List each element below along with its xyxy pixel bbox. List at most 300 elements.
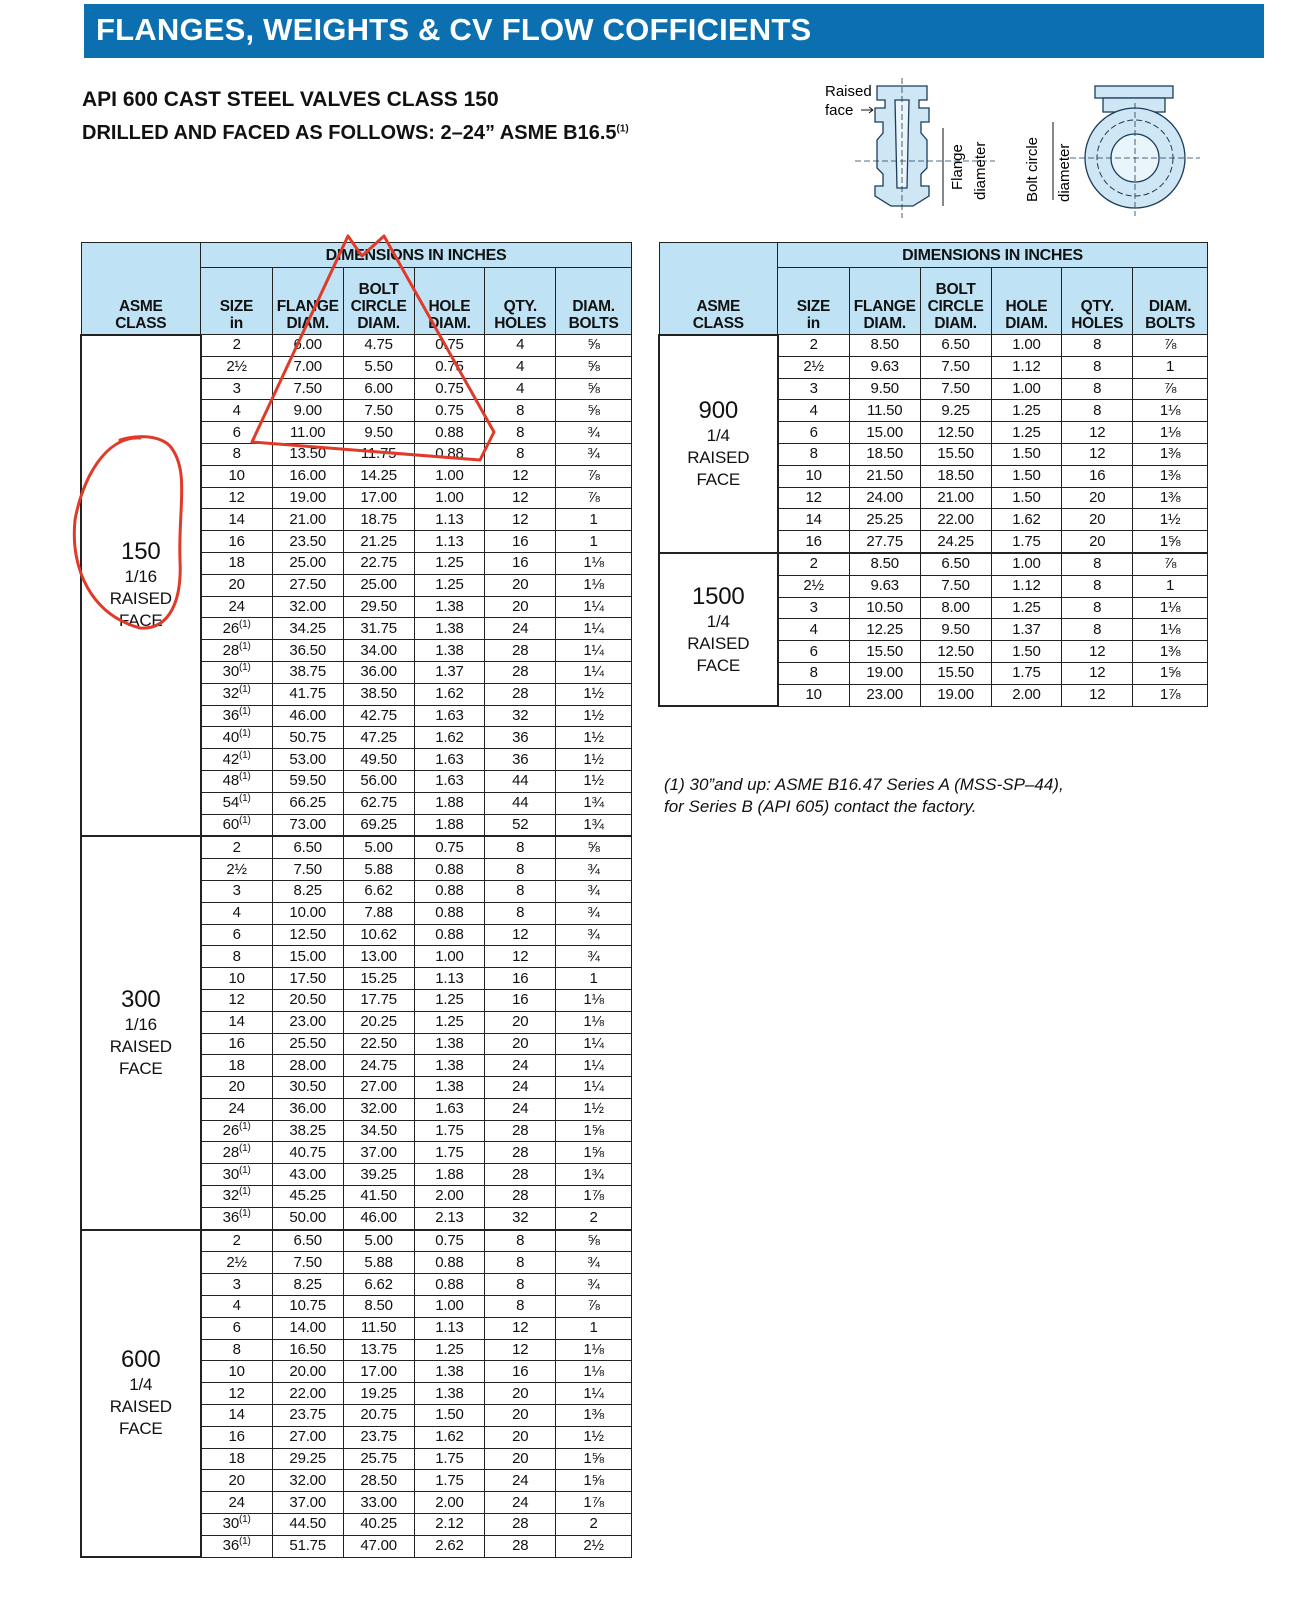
diam-bolts-cell: 1⅛ — [1133, 597, 1208, 619]
diam-bolts-cell: 1⅛ — [1133, 619, 1208, 641]
hole-diam-cell: 1.25 — [991, 422, 1062, 444]
hole-diam-cell: 0.88 — [414, 902, 485, 924]
diam-bolts-cell: ⅝ — [556, 836, 632, 858]
qty-holes-cell: 20 — [485, 1033, 556, 1055]
hole-diam-cell: 1.75 — [414, 1120, 485, 1142]
diam-bolts-cell: 2½ — [556, 1535, 632, 1557]
flange-diam-cell: 18.50 — [849, 443, 920, 465]
diam-bolts-cell: 1¾ — [556, 814, 632, 836]
flange-diam-cell: 8.25 — [272, 1274, 343, 1296]
dimensions-header: DIMENSIONS IN INCHES — [778, 243, 1208, 268]
size-cell: 8 — [201, 443, 273, 465]
size-cell: 12 — [201, 989, 273, 1011]
size-cell: 2 — [201, 836, 273, 858]
dimensions-table-right — [658, 242, 1208, 707]
size-cell: 60$^{(1)}$ — [201, 814, 273, 836]
bolt-circle-cell: 14.25 — [343, 465, 414, 487]
diam-bolts-cell: ¾ — [556, 880, 632, 902]
bolt-circle-cell: 29.50 — [343, 596, 414, 618]
hole-diam-cell: 1.13 — [414, 531, 485, 553]
flange-diam-cell: 41.75 — [272, 683, 343, 705]
flange-diam-cell: 59.50 — [272, 770, 343, 792]
size-cell: 2 — [201, 1230, 273, 1252]
qty-holes-cell: 12 — [1062, 443, 1133, 465]
qty-holes-cell: 16 — [1062, 465, 1133, 487]
diam-bolts-cell: 1⅝ — [1133, 662, 1208, 684]
hole-diam-cell: 1.75 — [414, 1448, 485, 1470]
bolt-circle-cell: 6.50 — [920, 335, 991, 357]
flange-diam-cell: 11.50 — [849, 400, 920, 422]
diam-bolts-cell: 1⅛ — [556, 552, 632, 574]
hole-diam-cell: 0.88 — [414, 443, 485, 465]
flange-diam-cell: 17.50 — [272, 968, 343, 990]
qty-holes-cell: 12 — [485, 1317, 556, 1339]
flange-diam-cell: 51.75 — [272, 1535, 343, 1557]
size-cell: 12 — [201, 1383, 273, 1405]
qty-holes-cell: 20 — [1062, 531, 1133, 553]
hole-diam-cell: 1.38 — [414, 640, 485, 662]
size-cell: 36$^{(1)}$ — [201, 1535, 273, 1557]
bolt-circle-cell: 6.62 — [343, 1274, 414, 1296]
flange-diam-cell: 6.50 — [272, 836, 343, 858]
diam-bolts-cell: 1⅜ — [1133, 465, 1208, 487]
qty-holes-cell: 28 — [485, 1120, 556, 1142]
flange-diam-cell: 7.00 — [272, 356, 343, 378]
bolt-circle-cell: 7.50 — [920, 575, 991, 597]
flange-diam-cell: 36.00 — [272, 1098, 343, 1120]
diam-bolts-cell: 1⅛ — [1133, 400, 1208, 422]
bolt-circle-cell: 11.75 — [343, 443, 414, 465]
bolt-circle-cell: 41.50 — [343, 1186, 414, 1208]
size-cell: 2 — [201, 335, 273, 357]
hole-diam-cell: 0.88 — [414, 1274, 485, 1296]
qty-holes-cell: 20 — [1062, 487, 1133, 509]
diam-bolts-cell: ¾ — [556, 1274, 632, 1296]
size-cell: 10 — [778, 684, 850, 706]
bolt-circle-cell: 12.50 — [920, 641, 991, 663]
size-cell: 6 — [201, 422, 273, 444]
size-cell: 26$^{(1)}$ — [201, 618, 273, 640]
size-cell: 12 — [778, 487, 850, 509]
diam-bolts-cell: 1⅞ — [1133, 684, 1208, 706]
subtitle-footnote-ref: (1) — [616, 123, 629, 135]
bolt-circle-cell: 20.75 — [343, 1405, 414, 1427]
flange-diam-cell: 43.00 — [272, 1164, 343, 1186]
size-cell: 18 — [201, 1448, 273, 1470]
footnote-ref: (1) — [238, 1121, 251, 1133]
face-label-2: FACE — [696, 469, 741, 489]
hole-diam-cell: 1.25 — [414, 989, 485, 1011]
flange-diam-cell: 50.00 — [272, 1207, 343, 1229]
size-cell: 10 — [778, 465, 850, 487]
size-cell: 4 — [201, 902, 273, 924]
qty-holes-cell: 8 — [1062, 378, 1133, 400]
qty-holes-cell: 16 — [485, 531, 556, 553]
size-cell: 20 — [201, 1077, 273, 1099]
qty-holes-cell: 24 — [485, 1492, 556, 1514]
size-cell: 18 — [201, 1055, 273, 1077]
bolt-circle-cell: 8.50 — [343, 1296, 414, 1318]
size-cell: 30$^{(1)}$ — [201, 661, 273, 683]
flange-diam-cell: 15.00 — [849, 422, 920, 444]
diam-bolts-cell: 2 — [556, 1207, 632, 1229]
table-row — [81, 335, 632, 357]
diam-bolts-header: DIAM. BOLTS — [556, 268, 632, 335]
bolt-circle-cell: 36.00 — [343, 661, 414, 683]
flange-diam-cell: 9.00 — [272, 400, 343, 422]
qty-holes-cell: 24 — [485, 618, 556, 640]
bolt-circle-cell: 49.50 — [343, 749, 414, 771]
bolt-circle-cell: 15.25 — [343, 968, 414, 990]
qty-holes-cell: 44 — [485, 770, 556, 792]
hole-diam-cell: 1.75 — [414, 1470, 485, 1492]
size-cell: 6 — [778, 641, 850, 663]
footnote-ref: (1) — [238, 727, 251, 739]
diam-bolts-cell: ⅝ — [556, 400, 632, 422]
diam-bolts-cell: 1⅞ — [556, 1186, 632, 1208]
hole-diam-cell: 1.00 — [414, 1296, 485, 1318]
size-cell: 6 — [201, 1317, 273, 1339]
footnote-ref: (1) — [238, 771, 251, 783]
bolt-circle-cell: 5.88 — [343, 859, 414, 881]
diam-bolts-cell: 1½ — [556, 705, 632, 727]
bolt-circle-cell: 19.25 — [343, 1383, 414, 1405]
qty-holes-cell: 44 — [485, 792, 556, 814]
qty-holes-cell: 12 — [485, 465, 556, 487]
bolt-circle-cell: 22.75 — [343, 552, 414, 574]
hole-diam-cell: 1.50 — [991, 443, 1062, 465]
hole-diam-cell: 2.00 — [991, 684, 1062, 706]
hole-diam-cell: 1.88 — [414, 792, 485, 814]
bolt-circle-cell: 7.88 — [343, 902, 414, 924]
hole-diam-cell: 1.88 — [414, 814, 485, 836]
diam-bolts-cell: 1 — [556, 968, 632, 990]
size-cell: 2½ — [201, 356, 273, 378]
size-cell: 3 — [201, 1274, 273, 1296]
flange-diam-cell: 40.75 — [272, 1142, 343, 1164]
flange-diam-cell: 32.00 — [272, 596, 343, 618]
hole-diam-header: HOLE DIAM. — [991, 268, 1062, 335]
size-cell: 2 — [778, 335, 850, 357]
qty-holes-cell: 20 — [485, 1426, 556, 1448]
size-header: SIZE in — [778, 268, 850, 335]
diam-bolts-cell: 1½ — [556, 683, 632, 705]
diam-bolts-cell: 1 — [556, 509, 632, 531]
qty-holes-cell: 32 — [485, 1207, 556, 1229]
qty-holes-cell: 28 — [485, 1142, 556, 1164]
qty-holes-cell: 8 — [1062, 553, 1133, 575]
page-title: FLANGES, WEIGHTS & CV FLOW COFFICIENTS — [96, 12, 812, 47]
diam-bolts-cell: 1½ — [556, 1426, 632, 1448]
hole-diam-cell: 1.38 — [414, 618, 485, 640]
footnote-ref: (1) — [238, 684, 251, 696]
hole-diam-cell: 1.13 — [414, 509, 485, 531]
face-label: RAISED — [109, 1037, 172, 1056]
diam-bolts-cell: 1¼ — [556, 1055, 632, 1077]
flange-diam-cell: 15.50 — [849, 641, 920, 663]
subtitle-valves: API 600 CAST STEEL VALVES CLASS 150 — [82, 88, 499, 111]
flange-diam-cell: 9.63 — [849, 575, 920, 597]
qty-holes-cell: 36 — [485, 727, 556, 749]
bolt-circle-cell: 17.75 — [343, 989, 414, 1011]
hole-diam-cell: 0.75 — [414, 400, 485, 422]
footnote-ref: (1) — [238, 1208, 251, 1220]
hole-diam-cell: 1.00 — [991, 553, 1062, 575]
hole-diam-cell: 1.63 — [414, 749, 485, 771]
diam-bolts-cell: 1⅝ — [556, 1120, 632, 1142]
class-number: 1500 — [691, 582, 745, 610]
bolt-circle-cell: 24.75 — [343, 1055, 414, 1077]
flange-diam-cell: 50.75 — [272, 727, 343, 749]
hole-diam-cell: 1.25 — [414, 552, 485, 574]
class-number: 900 — [698, 396, 738, 424]
flange-diam-cell: 24.00 — [849, 487, 920, 509]
hole-diam-cell: 1.75 — [991, 531, 1062, 553]
diam-bolts-cell: 1¾ — [556, 1164, 632, 1186]
footnote-ref: (1) — [238, 618, 251, 630]
hole-diam-cell: 1.13 — [414, 968, 485, 990]
flange-diam-cell: 8.50 — [849, 335, 920, 357]
diam-bolts-cell: 1¾ — [556, 792, 632, 814]
asme-class-cell — [81, 1230, 201, 1557]
hole-diam-cell: 0.88 — [414, 880, 485, 902]
qty-holes-cell: 12 — [1062, 422, 1133, 444]
flange-diam-cell: 27.75 — [849, 531, 920, 553]
bolt-circle-cell: 9.50 — [343, 422, 414, 444]
hole-diam-cell: 1.25 — [414, 574, 485, 596]
asme-class-cell — [659, 335, 778, 553]
bolt-circle-cell: 13.00 — [343, 946, 414, 968]
flange-diam-cell: 22.00 — [272, 1383, 343, 1405]
diam-bolts-cell: 1⅜ — [1133, 641, 1208, 663]
diam-bolts-cell: 1⅞ — [556, 1492, 632, 1514]
hole-diam-cell: 1.38 — [414, 1033, 485, 1055]
size-cell: 40$^{(1)}$ — [201, 727, 273, 749]
size-cell: 6 — [778, 422, 850, 444]
size-cell: 14 — [201, 1405, 273, 1427]
bolt-circle-cell: 37.00 — [343, 1142, 414, 1164]
bolt-circle-cell: 15.50 — [920, 443, 991, 465]
qty-holes-cell: 12 — [485, 1339, 556, 1361]
qty-holes-cell: 28 — [485, 1535, 556, 1557]
diam-bolts-cell: 1¼ — [556, 618, 632, 640]
table-row — [659, 335, 1208, 357]
flange-diam-cell: 21.00 — [272, 509, 343, 531]
bolt-circle-cell: 5.00 — [343, 1230, 414, 1252]
diam-bolts-cell: ⅞ — [1133, 378, 1208, 400]
size-cell: 8 — [778, 443, 850, 465]
qty-holes-cell: 16 — [485, 968, 556, 990]
hole-diam-cell: 0.88 — [414, 1252, 485, 1274]
size-cell: 16 — [778, 531, 850, 553]
bolt-circle-cell: 25.00 — [343, 574, 414, 596]
qty-holes-cell: 20 — [1062, 509, 1133, 531]
diam-bolts-cell: 1½ — [556, 1098, 632, 1120]
bolt-circle-cell: 9.25 — [920, 400, 991, 422]
hole-diam-cell: 0.75 — [414, 335, 485, 357]
qty-holes-cell: 8 — [485, 880, 556, 902]
qty-holes-cell: 24 — [485, 1055, 556, 1077]
size-cell: 14 — [201, 509, 273, 531]
bolt-circle-cell: 25.75 — [343, 1448, 414, 1470]
qty-holes-header: QTY. HOLES — [485, 268, 556, 335]
size-cell: 3 — [201, 378, 273, 400]
bolt-circle-cell: 22.50 — [343, 1033, 414, 1055]
qty-holes-cell: 8 — [485, 1274, 556, 1296]
hole-diam-cell: 0.88 — [414, 859, 485, 881]
diam-bolts-cell: ¾ — [556, 924, 632, 946]
size-cell: 10 — [201, 465, 273, 487]
footnote-ref: (1) — [238, 1164, 251, 1176]
size-cell: 2½ — [201, 1252, 273, 1274]
bolt-circle-cell: 38.50 — [343, 683, 414, 705]
bolt-circle-cell: 31.75 — [343, 618, 414, 640]
flange-diam-cell: 27.50 — [272, 574, 343, 596]
size-cell: 3 — [778, 597, 850, 619]
hole-diam-cell: 1.25 — [991, 597, 1062, 619]
flange-diam-cell: 25.25 — [849, 509, 920, 531]
diam-bolts-cell: 1 — [556, 1317, 632, 1339]
subtitle-drilled — [82, 122, 629, 145]
flange-diam-cell: 7.50 — [272, 859, 343, 881]
footnote-ref: (1) — [238, 749, 251, 761]
size-cell: 36$^{(1)}$ — [201, 705, 273, 727]
bolt-circle-header: BOLT CIRCLE DIAM. — [343, 268, 414, 335]
bolt-circle-cell: 13.75 — [343, 1339, 414, 1361]
footnote-ref: (1) — [238, 1514, 251, 1526]
hole-diam-cell: 2.12 — [414, 1514, 485, 1536]
flange-diam-cell: 36.50 — [272, 640, 343, 662]
qty-holes-cell: 4 — [485, 378, 556, 400]
class-number: 150 — [121, 538, 161, 566]
diam-bolts-cell: 1⅛ — [556, 1011, 632, 1033]
bolt-circle-cell: 21.25 — [343, 531, 414, 553]
flange-diameter-label-2: diameter — [972, 141, 989, 200]
bolt-circle-label: Bolt circle — [1024, 136, 1041, 202]
hole-diam-cell: 1.12 — [991, 575, 1062, 597]
size-cell: 20 — [201, 574, 273, 596]
bolt-circle-cell: 27.00 — [343, 1077, 414, 1099]
hole-diam-cell: 1.38 — [414, 1383, 485, 1405]
asme-class-cell — [81, 836, 201, 1229]
dimensions-header: DIMENSIONS IN INCHES — [201, 243, 632, 268]
diam-bolts-cell: 1 — [1133, 575, 1208, 597]
bolt-circle-header: BOLT CIRCLE DIAM. — [920, 268, 991, 335]
flange-diam-cell: 10.00 — [272, 902, 343, 924]
size-cell: 36$^{(1)}$ — [201, 1207, 273, 1229]
hole-diam-cell: 1.63 — [414, 770, 485, 792]
flange-diam-cell: 23.00 — [272, 1011, 343, 1033]
flange-diam-cell: 8.25 — [272, 880, 343, 902]
bolt-circle-cell: 9.50 — [920, 619, 991, 641]
flange-diam-cell: 6.00 — [272, 335, 343, 357]
hole-diam-cell: 1.62 — [414, 727, 485, 749]
face-fraction: 1/4 — [706, 611, 730, 631]
qty-holes-cell: 28 — [485, 640, 556, 662]
diam-bolts-cell: ¾ — [556, 422, 632, 444]
bolt-circle-cell: 5.00 — [343, 836, 414, 858]
size-cell: 24 — [201, 596, 273, 618]
size-cell: 32$^{(1)}$ — [201, 683, 273, 705]
diam-bolts-cell: 1¼ — [556, 640, 632, 662]
flange-diam-cell: 37.00 — [272, 1492, 343, 1514]
bolt-circle-cell: 20.25 — [343, 1011, 414, 1033]
diam-bolts-cell: ¾ — [556, 859, 632, 881]
bolt-circle-cell: 46.00 — [343, 1207, 414, 1229]
flange-diam-cell: 25.00 — [272, 552, 343, 574]
qty-holes-header: QTY. HOLES — [1062, 268, 1133, 335]
size-cell: 10 — [201, 968, 273, 990]
hole-diam-cell: 1.62 — [991, 509, 1062, 531]
flange-diam-cell: 6.50 — [272, 1230, 343, 1252]
qty-holes-cell: 8 — [485, 902, 556, 924]
flange-diam-cell: 7.50 — [272, 378, 343, 400]
diam-bolts-cell: 1¼ — [556, 1077, 632, 1099]
size-cell: 16 — [201, 1033, 273, 1055]
class-number: 300 — [121, 986, 161, 1013]
diam-bolts-cell: 1½ — [556, 770, 632, 792]
diam-bolts-cell: ¾ — [556, 946, 632, 968]
asme-class-header: ASME CLASS — [659, 243, 778, 335]
flange-diam-cell: 32.00 — [272, 1470, 343, 1492]
diam-bolts-cell: 1⅜ — [1133, 443, 1208, 465]
qty-holes-cell: 8 — [1062, 619, 1133, 641]
diam-bolts-cell: 1⅝ — [556, 1448, 632, 1470]
flange-diam-cell: 38.75 — [272, 661, 343, 683]
bolt-circle-cell: 17.00 — [343, 487, 414, 509]
flange-diam-cell: 10.50 — [849, 597, 920, 619]
qty-holes-cell: 8 — [485, 1296, 556, 1318]
flange-diagram — [815, 78, 1205, 218]
bolt-circle-cell: 6.50 — [920, 553, 991, 575]
bolt-circle-cell: 39.25 — [343, 1164, 414, 1186]
qty-holes-cell: 24 — [485, 1098, 556, 1120]
flange-diam-cell: 73.00 — [272, 814, 343, 836]
qty-holes-cell: 28 — [485, 1164, 556, 1186]
size-cell: 28$^{(1)}$ — [201, 1142, 273, 1164]
bolt-circle-cell: 17.00 — [343, 1361, 414, 1383]
qty-holes-cell: 8 — [1062, 400, 1133, 422]
hole-diam-cell: 1.63 — [414, 1098, 485, 1120]
size-cell: 6 — [201, 924, 273, 946]
flange-diam-cell: 27.00 — [272, 1426, 343, 1448]
flange-diam-cell: 66.25 — [272, 792, 343, 814]
bolt-circle-cell: 62.75 — [343, 792, 414, 814]
hole-diam-cell: 2.62 — [414, 1535, 485, 1557]
diam-bolts-cell: 1½ — [556, 749, 632, 771]
flange-diam-header: FLANGE DIAM. — [272, 268, 343, 335]
qty-holes-cell: 12 — [485, 946, 556, 968]
diam-bolts-cell: ⅝ — [556, 335, 632, 357]
hole-diam-header: HOLE DIAM. — [414, 268, 485, 335]
footnote-line-2: for Series B (API 605) contact the factory. — [664, 797, 977, 816]
qty-holes-cell: 20 — [485, 596, 556, 618]
bolt-circle-cell: 18.75 — [343, 509, 414, 531]
flange-diam-cell: 12.25 — [849, 619, 920, 641]
hole-diam-cell: 1.00 — [414, 946, 485, 968]
hole-diam-cell: 0.88 — [414, 924, 485, 946]
hole-diam-cell: 0.75 — [414, 378, 485, 400]
bolt-circle-cell: 69.25 — [343, 814, 414, 836]
face-label-2: FACE — [118, 611, 163, 631]
qty-holes-cell: 12 — [1062, 641, 1133, 663]
size-cell: 24 — [201, 1098, 273, 1120]
flange-diam-cell: 13.50 — [272, 443, 343, 465]
diam-bolts-cell: 1 — [1133, 356, 1208, 378]
hole-diam-cell: 1.37 — [414, 661, 485, 683]
hole-diam-cell: 1.25 — [414, 1339, 485, 1361]
flange-diam-cell: 25.50 — [272, 1033, 343, 1055]
